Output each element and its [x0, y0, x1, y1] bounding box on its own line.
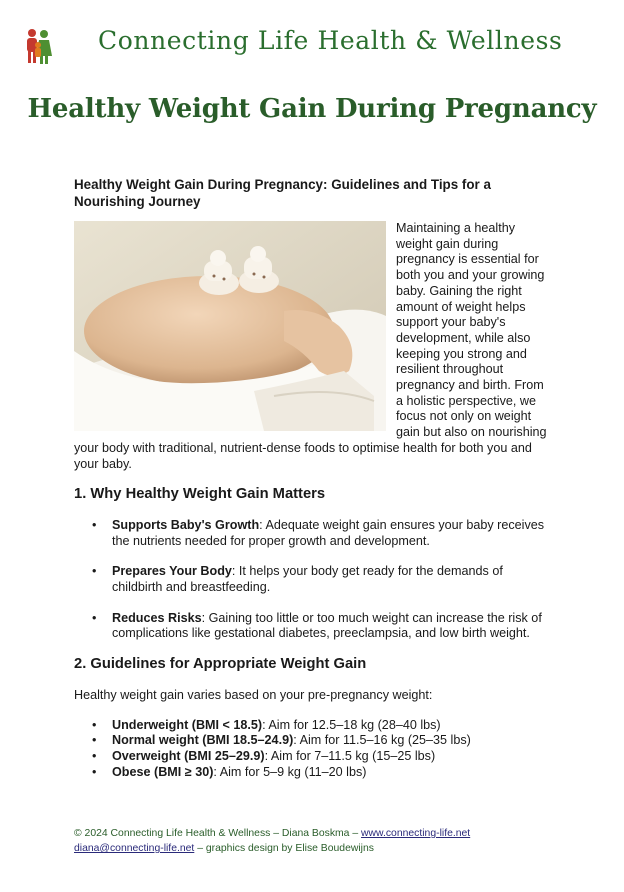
- article-heading: Healthy Weight Gain During Pregnancy: Guidelines and Tips for a Nourishing Journey: [74, 177, 491, 209]
- guidelines-list: [74, 718, 552, 781]
- list-item: • Obese (BMI ≥ 30): Aim for 5–9 kg (11–20 lbs): [112, 765, 552, 781]
- footer-credit: – graphics design by Elise Boudewijns: [194, 843, 374, 854]
- list-item: • Overweight (BMI 25–29.9): Aim for 7–11.5 kg (15–25 lbs): [112, 749, 552, 765]
- list-item: • Reduces Risks: Gaining too little or too much weight can increase the risk of complications like gestational diabetes, preeclampsia, and low birth weight.: [112, 611, 552, 642]
- list-item: • Supports Baby's Growth: Adequate weight gain ensures your baby receives the nutrients needed for proper growth and development.: [112, 518, 552, 549]
- email-link[interactable]: diana@connecting-life.net: [74, 843, 195, 854]
- section-heading-guidelines: 2. Guidelines for Appropriate Weight Gain: [74, 656, 367, 673]
- footer: [74, 826, 574, 856]
- list-item: • Underweight (BMI < 18.5): Aim for 12.5–18 kg (28–40 lbs): [112, 718, 552, 734]
- article-intro: Maintaining a healthy weight gain during pregnancy is essential for both you and your growing baby. Gaining the right amount of weight helps support your baby's development, while also keeping you strong and resilient throughout pregnancy and birth. From a holistic perspective, we focus not only on weight gain but also on nourishing your body with traditional, nutrient-dense foods to optimise health for both you and your baby.: [74, 221, 547, 471]
- section-heading-why: 1. Why Healthy Weight Gain Matters: [74, 486, 326, 503]
- list-item: • Normal weight (BMI 18.5–24.9): Aim for 11.5–16 kg (25–35 lbs): [112, 733, 552, 749]
- pregnant-belly-with-baby-booties-photo: [74, 221, 386, 431]
- why-list: [74, 518, 552, 642]
- page-title: Healthy Weight Gain During Pregnancy: [27, 94, 597, 124]
- article: [74, 176, 552, 780]
- list-item: • Prepares Your Body: It helps your body get ready for the demands of childbirth and breastfeeding.: [112, 564, 552, 595]
- footer-copyright: © 2024 Connecting Life Health & Wellness – Diana Boskma –: [74, 828, 362, 839]
- family-figures-icon: [22, 26, 54, 66]
- website-link[interactable]: www.connecting-life.net: [361, 828, 471, 839]
- guidelines-intro: Healthy weight gain varies based on your pre-pregnancy weight:: [74, 687, 433, 702]
- brand-name: Connecting Life Health & Wellness: [98, 26, 563, 55]
